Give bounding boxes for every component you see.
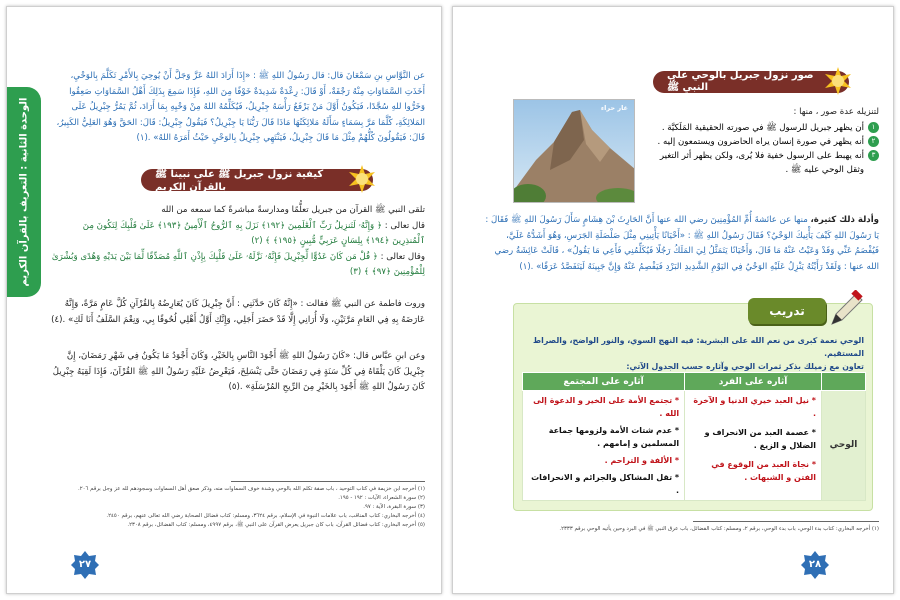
- exercise-box: [513, 303, 873, 511]
- footnote-2: (٢) سورة الشعراء، الآيات : ١٩٢ - ١٩٥.: [338, 495, 425, 501]
- society-effects-cell: [523, 391, 685, 501]
- footnote-divider: [231, 481, 425, 482]
- left-page: [6, 6, 442, 594]
- evidence-paragraph: [483, 213, 879, 275]
- society-effect: * الألفة و التراحم .: [604, 456, 680, 465]
- exercise-table: [522, 372, 866, 501]
- society-effect: * تجتمع الأمة على الخير و الدعوة إلى الله .: [533, 396, 680, 418]
- sun-star-icon: [347, 164, 377, 194]
- footnote-divider: [693, 521, 879, 522]
- quran-revelation-paragraph: [51, 203, 425, 281]
- footnote-4: (٤) أخرجه البخاري: كتاب المناقب، باب علامات النبوة في الإسلام، برقم ٣٦٢٤، ومسلم: كتاب فضائل الصحابة رضي الله تعالى عنهم، برقم ٢٤٥٠.: [106, 513, 425, 519]
- individual-effect: * عصمة العبد من الانحراف و الضلال و الزيغ .: [704, 428, 816, 450]
- hadith-nawwas-text: عن النَّوَّاسِ بنِ سَمْعَانَ قال: قال رَسُولُ اللهِ ﷺ : «إِذَا أَرَادَ اللهُ عَزَّ وَجَلَّ أَنْ يُوحِيَ بِالأَمْرِ تَكَلَّمَ بِالوَحْيِ، أَخَذَتِ السَّمَاوَاتِ مِنْهُ رَجْفَةٌ، أَوْ قَالَ: رِعْدَةٌ شَدِيدَةٌ خَوْفًا مِنَ اللهِ، فَإِذَا سَمِعَ بِذَلِكَ أَهْلُ السَّمَاوَاتِ صَعِقُوا وَخَرُّوا للهِ سُجَّدًا، فَيَكُونُ أَوَّلَ مَنْ يَرْفَعُ رَأْسَهُ جِبْرِيلُ، فَيُكَلِّمُهُ اللهُ مِنْ وَحْيِهِ بِمَا أَرَادَ، ثُمَّ يَمُرُّ جِبْرِيلُ عَلَى المَلائِكَةِ، كُلَّمَا مَرَّ بِسَمَاءٍ سَأَلَهُ مَلائِكَتُهَا مَاذَا قَالَ رَبُّنَا يَا جِبْرِيلُ؟ فَيَقُولُ جِبْرِيلُ: قَالَ: الحَقَّ وَهُوَ العَلِيُّ الكَبِيرُ، قَالَ: فَيَقُولُونَ كُلُّهُمْ مِثْلَ مَا قَالَ جِبْرِيلُ، فَيَنْتَهِي جِبْرِيلُ بِالوَحْيِ حَيْثُ أَمَرَهُ اللهُ» .(١): [56, 71, 425, 143]
- hadith-fatima-text: وروت فاطمة عن النبي ﷺ فقالت : «إِنَّهُ كَانَ حَدَّثَنِي : أَنَّ جِبْرِيلَ كَانَ يُعَارِضُهُ بِالقُرْآنِ كُلَّ عَامٍ مَرَّةً، وَإِنَّهُ عَارَضَهُ بِهِ فِي العَامِ مَرَّتَيْنِ، وَلَا أُرَانِي إِلَّا قَدْ حَضَرَ أَجَلِي، وَإِنَّكِ أَوَّلُ أَهْلِي لُحُوقًا بِي، وَنِعْمَ السَّلَفُ أَنَا لَكِ» .(٤): [51, 299, 425, 325]
- right-page: [452, 6, 894, 594]
- evidence-label: وأدلة ذلك كثيرة،: [810, 215, 879, 225]
- list-item-text: أنه يهبط على الرسول خفية فلا يُرى، ولكن يظهر أثر التغير وثقل الوحي عليه ﷺ .: [659, 150, 864, 175]
- mountain-image-icon: [514, 100, 635, 203]
- list-item-text: أن يظهر جبريل للرسول ﷺ في صورته الحقيقية المَلَكيَّة .: [661, 122, 864, 133]
- left-footnotes: [51, 485, 425, 530]
- exercise-badge: تدريب: [748, 298, 826, 324]
- exercise-intro-line1: الوحي نعمة كبرى من نعم الله على البشرية: فيه النهج السوي، والنور الواضح، والصراط المستقيم.: [533, 336, 864, 358]
- footnote-1: (١) أخرجه البخاري: كتاب بدء الوحي، باب بدء الوحي، برقم ٢، ومسلم: كتاب الفضائل، باب عرق النبي ﷺ في البرد وحين يأتيه الوحي برقم ٢٣٣٣.: [559, 526, 879, 532]
- quote2-label: وقال تعالى :: [380, 251, 425, 262]
- photo-caption: غار حراء: [600, 104, 628, 112]
- footnote-5: (٥) أخرجه البخاري: كتاب فضائل القرآن، باب كان جبريل يعرض القرآن على النبي ﷺ، برقم ٤٩٩٧، ومسلم: كتاب الفضائل، برقم ٢٣٠٨.: [127, 522, 425, 528]
- exercise-intro-line2: تعاون مع زميلك بذكر ثمرات الوحي وآثاره حسب الجدول الآتي:: [626, 362, 864, 371]
- society-effect: * تقل المشاكل والجرائم و الانحرافات .: [531, 473, 680, 495]
- column-header-individual: آثاره على الفرد: [685, 373, 822, 391]
- individual-effects-cell: [685, 391, 822, 501]
- page-number-badge: [801, 551, 829, 579]
- footnote-3: (٣) سورة البقرة، الآية : ٩٧.: [363, 504, 425, 510]
- hadith-ibn-abbas-paragraph: [51, 349, 425, 396]
- list-item-number: ٣: [868, 150, 879, 161]
- evidence-text: منها عن عائشةَ أُمِّ المُؤْمِنِينَ رضي الله عنها أَنَّ الحَارِثَ بْنَ هِشَامٍ سَأَلَ رَسُولَ اللهِ ﷺ فَقَالَ : يَا رَسُولَ اللهِ كَيْفَ يَأْتِيكَ الوَحْيُ؟ فَقَالَ رَسُولُ اللهِ ﷺ : «أَحْيَانًا يَأْتِينِي مِثْلَ صَلْصَلَةِ الجَرَسِ، وَهُوَ أَشَدُّهُ عَلَيَّ، فَيُفْصَمُ عَنِّي وَقَدْ وَعَيْتُ عَنْهُ مَا قَالَ، وَأَحْيَانًا يَتَمَثَّلُ لِيَ المَلَكُ رَجُلًا فَيُكَلِّمُنِي فَأَعِي مَا يَقُولُ» ، قَالَتْ عَائِشَةُ رضي الله عنها : وَلَقَدْ رَأَيْتُهُ يَنْزِلُ عَلَيْهِ الوَحْيُ فِي اليَوْمِ الشَّدِيدِ البَرْدِ فَيَفْصِمُ عَنْهُ وَإِنَّ جَبِينَهُ لَيَتَفَصَّدُ عَرَقًا» .(١): [485, 215, 879, 272]
- row-header-revelation: الوحي: [822, 391, 866, 501]
- list-item-number: ٢: [868, 136, 879, 147]
- page-number: ٢٨: [808, 559, 822, 570]
- footnote-1: (١) أخرجه ابن خزيمة في كتاب التوحيد ، باب صفة تكلم الله بالوحي وشدة خوف السماوات منه، وذكر صعق أهل السماوات وسجودهم لله عز وجل برقم ٢٠٦.: [78, 486, 425, 492]
- list-item: [649, 149, 879, 177]
- hadith-ibn-abbas-text: وعن ابنِ عبَّاس قال: «كَانَ رَسُولُ اللهِ ﷺ أَجْوَدَ النَّاسِ بِالخَيْرِ، وَكَانَ أَجْوَدُ مَا يَكُونُ فِي شَهْرِ رَمَضَانَ، إِنَّ جِبْرِيلَ كَانَ يَلْقَاهُ فِي كُلِّ سَنَةٍ فِي رَمَضَانَ حَتَّى يَنْسَلِخَ، فَيَعْرِضُ عَلَيْهِ رَسُولُ اللهِ ﷺ القُرْآنَ، فَإِذَا لَقِيَهُ جِبْرِيلُ كَانَ رَسُولُ اللهِ ﷺ أَجْوَدَ بِالخَيْرِ مِنَ الرِّيحِ المُرْسَلَةِ» .(٥): [52, 351, 425, 392]
- revelation-intro: تلقى النبي ﷺ القرآن من جبريل تعلُّمًا ومدارسةً مباشرةً كما سمعه من الله: [161, 205, 425, 215]
- quote1-label: قال تعالى :: [384, 220, 425, 231]
- individual-effect: * نيل العبد خيري الدنيا و الآخرة .: [693, 396, 816, 418]
- hadith-nawwas-paragraph: [51, 69, 425, 147]
- list-item-text: أنه يظهر في صورة إنسان يراه الحاضرون ويستمعون إليه .: [657, 136, 864, 147]
- page-number-badge: [71, 551, 99, 579]
- list-item: [649, 135, 879, 149]
- exercise-intro: [524, 334, 864, 373]
- quran-verse-shuara: ﴿ وَإِنَّهُۥ لَتَنزِيلُ رَبِّ ٱلْعَٰلَمِينَ ﴿١٩٢﴾ نَزَلَ بِهِ ٱلرُّوحُ ٱلْأَمِينُ ﴿١٩٣﴾ عَلَىٰ قَلْبِكَ لِتَكُونَ مِنَ ٱلْمُنذِرِينَ ﴿١٩٤﴾ بِلِسَانٍ عَرَبِيٍّ مُّبِينٍ ﴿١٩٥﴾ ﴾ (٢): [82, 220, 425, 246]
- page-number: ٢٧: [78, 559, 92, 570]
- section-heading-text: صور نزول جبريل بالوحي على النبي ﷺ: [667, 69, 814, 93]
- revelation-forms-list: [649, 105, 879, 177]
- right-footnotes: [483, 525, 879, 534]
- individual-effect: * نجاة العبد من الوقوع في الفتن و الشبهات .: [711, 460, 816, 482]
- list-item-number: ١: [868, 122, 879, 133]
- quran-verse-baqara: ﴿ قُلْ مَن كَانَ عَدُوًّا لِّجِبْرِيلَ فَإِنَّهُۥ نَزَّلَهُۥ عَلَىٰ قَلْبِكَ بِإِذْنِ ٱللَّهِ مُصَدِّقًا لِّمَا بَيْنَ يَدَيْهِ وَهُدًى وَبُشْرَىٰ لِلْمُؤْمِنِينَ ﴿٩٧﴾ ﴾ (٣): [51, 251, 425, 277]
- section-heading-text: كيفية نزول جبريل ﷺ على نبينا ﷺ بالقرآن الكريم: [155, 168, 324, 193]
- unit-side-tab-label: الوحدة الثانية : التعريف بالقرآن الكريم: [18, 97, 30, 287]
- cave-hira-photo: [513, 99, 635, 203]
- pencil-icon: [826, 290, 866, 330]
- list-intro: لتنزيله عدة صور ، منها :: [793, 107, 879, 117]
- table-corner: [822, 373, 866, 391]
- sun-star-icon: [823, 66, 853, 96]
- column-header-society: آثاره على المجتمع: [523, 373, 685, 391]
- society-effect: * عدم شتات الأمة ولزومها جماعة المسلمين و إمامهم .: [548, 426, 680, 448]
- unit-side-tab: [7, 87, 41, 297]
- hadith-fatima-paragraph: [51, 297, 425, 328]
- section-heading-revelation-forms: [653, 71, 849, 93]
- section-heading-jibril-descent: [141, 169, 373, 191]
- list-item: [649, 121, 879, 135]
